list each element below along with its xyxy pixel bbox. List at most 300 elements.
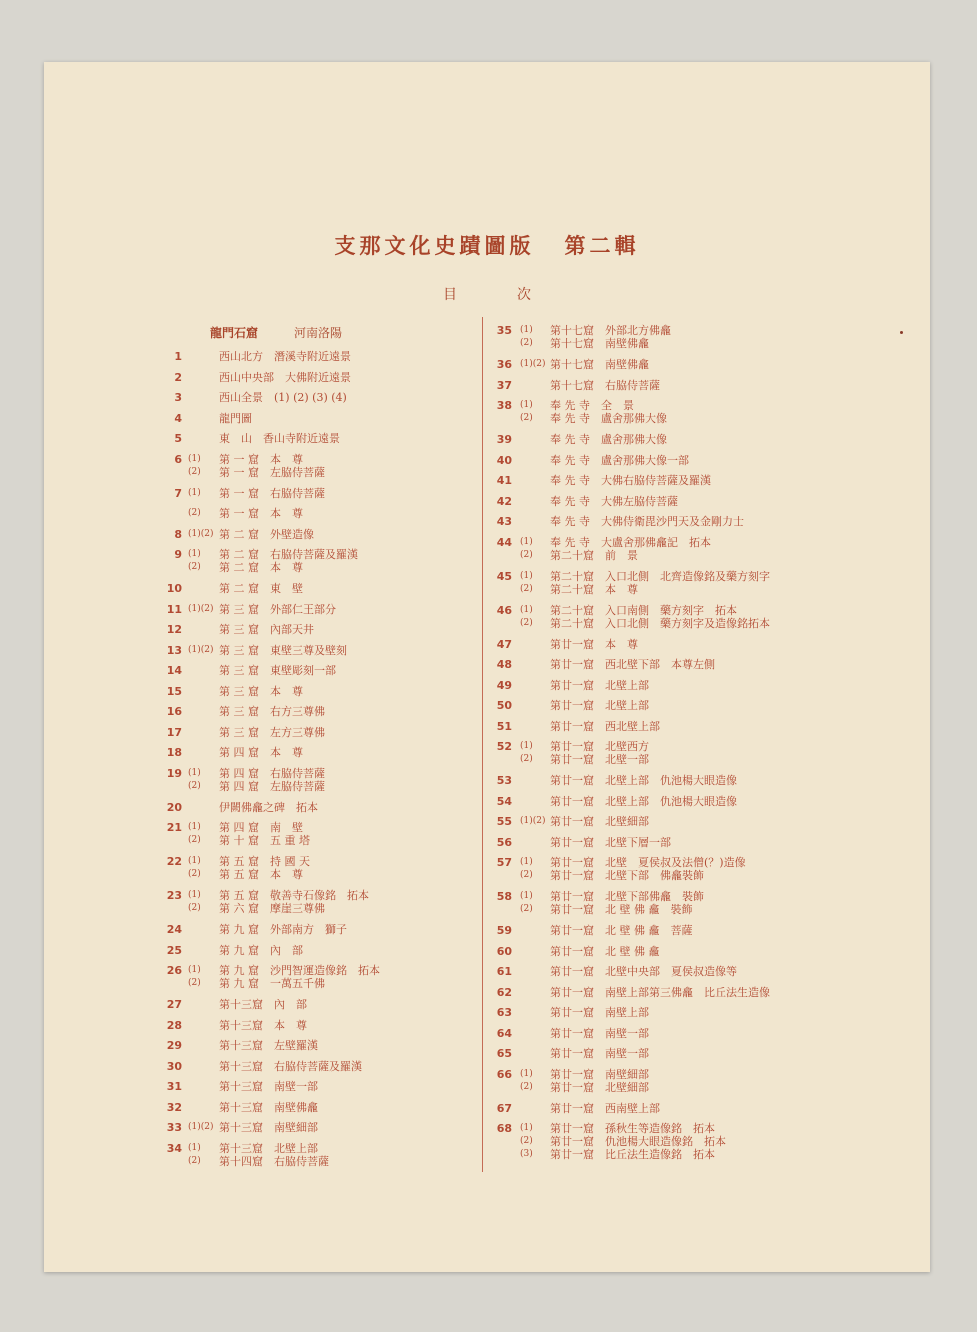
toc-entry xyxy=(492,324,912,350)
entry-text: 奉 先 寺 盧舍那佛大像 xyxy=(550,412,667,425)
entry-number: 20 xyxy=(166,800,182,814)
entry-line xyxy=(492,856,912,869)
entry-text: 第 三 窟 外部仁王部分 xyxy=(219,602,336,616)
entry-line xyxy=(162,821,472,834)
entry-text: 奉 先 寺 大佛右脇侍菩薩及羅漢 xyxy=(550,474,711,487)
entry-number: 16 xyxy=(166,705,182,718)
entry-text: 第十三窟 南壁細部 xyxy=(219,1121,318,1134)
entry-subnumber: (1) xyxy=(520,891,533,901)
entry-number: 46 xyxy=(496,603,512,617)
entry-subnumber: (2) xyxy=(520,617,533,628)
entry-line xyxy=(162,391,472,404)
toc-heading-second: 次 xyxy=(517,287,531,303)
entry-text: 第廿一窟 南壁一部 xyxy=(550,1047,649,1060)
entry-text: 第廿一窟 南壁一部 xyxy=(550,1026,649,1040)
entry-text: 第 二 窟 東 壁 xyxy=(219,582,303,595)
entry-line xyxy=(492,1047,912,1060)
entry-text: 第廿一窟 北壁細部 xyxy=(550,1080,649,1094)
toc-entry xyxy=(162,432,472,445)
entry-line xyxy=(492,869,912,882)
entry-line xyxy=(492,324,912,337)
toc-entry xyxy=(162,998,472,1011)
entry-line xyxy=(162,801,472,814)
entry-line xyxy=(162,623,472,636)
entry-subnumber: (1) xyxy=(520,604,533,615)
entry-line xyxy=(162,977,472,990)
entry-text: 第廿一窟 北壁一部 xyxy=(550,753,649,766)
entry-number: 7 xyxy=(174,486,182,500)
entry-line xyxy=(162,726,472,739)
toc-entry xyxy=(162,944,472,957)
entry-number: 23 xyxy=(166,889,182,902)
entry-line xyxy=(492,515,912,528)
entry-text: 第 三 窟 左方三尊佛 xyxy=(219,725,325,739)
toc-entry xyxy=(492,720,912,733)
entry-number: 35 xyxy=(496,324,512,337)
title-volume: 第二輯 xyxy=(564,233,640,258)
toc-entry xyxy=(492,856,912,882)
entry-subnumber: (1)(2) xyxy=(188,528,214,539)
entry-text: 第廿一窟 比丘法生造像銘 拓本 xyxy=(550,1148,715,1161)
entry-text: 第 四 窟 南 壁 xyxy=(219,821,303,834)
entry-subnumber: (2) xyxy=(520,904,533,914)
entry-number: 12 xyxy=(166,623,182,636)
entry-text: 西山全景 (1) (2) (3) (4) xyxy=(219,391,347,404)
entry-number: 53 xyxy=(496,774,512,787)
toc-entry xyxy=(492,474,912,487)
entry-number: 14 xyxy=(166,664,182,677)
entry-line xyxy=(492,638,912,651)
toc-entry xyxy=(492,1047,912,1060)
entry-text: 第 三 窟 右方三尊佛 xyxy=(219,705,325,718)
entry-text: 伊闕佛龕之碑 拓本 xyxy=(219,800,318,814)
entry-text: 奉 先 寺 全 景 xyxy=(550,399,634,412)
entry-number: 54 xyxy=(496,794,512,808)
entry-text: 東 山 香山寺附近遠景 xyxy=(219,432,340,445)
toc-entry xyxy=(162,1080,472,1093)
toc-entry xyxy=(162,964,472,990)
entry-line xyxy=(162,1019,472,1032)
entry-line xyxy=(492,795,912,808)
entry-text: 第廿一窟 南壁上部 xyxy=(550,1006,649,1019)
entry-number: 18 xyxy=(166,746,182,759)
entry-number: 39 xyxy=(496,433,512,446)
entry-subnumber: (1) xyxy=(520,1123,533,1133)
entry-subnumber: (2) xyxy=(520,549,533,560)
entry-text: 第十三窟 左壁羅漢 xyxy=(219,1039,318,1052)
entry-text: 第 四 窟 本 尊 xyxy=(219,746,303,759)
entry-text: 第十三窟 北壁上部 xyxy=(219,1141,318,1155)
entry-text: 第廿一窟 北壁上部 xyxy=(550,699,649,712)
entry-number: 25 xyxy=(166,943,182,957)
toc-entry xyxy=(162,821,472,847)
entry-line xyxy=(492,454,912,467)
entry-number: 56 xyxy=(496,835,512,849)
entry-subnumber: (2) xyxy=(188,835,201,845)
entry-text: 第廿一窟 北壁 夏侯叔及法僧(？)造像 xyxy=(550,856,746,869)
entry-number: 33 xyxy=(166,1121,182,1134)
entry-line xyxy=(492,337,912,350)
entry-subnumber: (1)(2) xyxy=(188,644,214,655)
entry-line xyxy=(492,740,912,753)
entry-text: 第十七窟 南壁佛龕 xyxy=(550,358,649,371)
entry-subnumber: (2) xyxy=(188,1155,201,1166)
entry-subnumber: (1) xyxy=(520,741,533,751)
entry-number: 65 xyxy=(496,1047,512,1060)
entry-text: 第廿一窟 北 壁 佛 龕 裝飾 xyxy=(550,903,693,916)
entry-line xyxy=(492,433,912,446)
entry-line xyxy=(492,412,912,425)
entry-line xyxy=(162,528,472,541)
entry-text: 西山北方 潛溪寺附近遠景 xyxy=(219,350,351,363)
entry-number: 6 xyxy=(174,452,182,466)
entry-number: 59 xyxy=(496,924,512,937)
toc-entry xyxy=(162,548,472,574)
entry-subnumber: (1) xyxy=(188,487,201,498)
entry-line xyxy=(162,548,472,561)
toc-entry xyxy=(492,536,912,562)
toc-entry xyxy=(162,603,472,616)
entry-subnumber: (1) xyxy=(520,536,533,547)
toc-entry xyxy=(162,528,472,541)
entry-line xyxy=(162,466,472,479)
entry-text: 第十三窟 南壁佛龕 xyxy=(219,1100,318,1114)
entry-number: 67 xyxy=(496,1101,512,1115)
entry-text: 第 一 窟 左脇侍菩薩 xyxy=(219,465,325,479)
entry-number: 61 xyxy=(496,965,512,978)
entry-number: 57 xyxy=(496,856,512,869)
entry-text: 第廿一窟 西南壁上部 xyxy=(550,1101,660,1115)
entry-text: 第 二 窟 外壁造像 xyxy=(219,527,314,541)
entry-text: 第廿一窟 西北壁下部 本尊左側 xyxy=(550,658,715,671)
entry-number: 13 xyxy=(166,643,182,657)
entry-number: 62 xyxy=(496,985,512,999)
entry-text: 第廿一窟 南壁細部 xyxy=(550,1067,649,1081)
entry-line xyxy=(492,753,912,766)
toc-entry xyxy=(492,570,912,596)
entry-line xyxy=(492,1102,912,1115)
toc-heading xyxy=(44,284,930,304)
entry-number: 29 xyxy=(166,1039,182,1052)
entry-number: 58 xyxy=(496,890,512,903)
toc-entry xyxy=(492,515,912,528)
entry-number: 50 xyxy=(496,699,512,712)
entry-text: 第廿一窟 北壁上部 xyxy=(550,678,649,692)
entry-line xyxy=(162,664,472,677)
entry-text: 第 三 窟 東壁三尊及壁刻 xyxy=(219,643,347,657)
entry-text: 第二十窟 前 景 xyxy=(550,548,638,562)
entry-number: 22 xyxy=(166,855,182,868)
entry-text: 第 一 窟 右脇侍菩薩 xyxy=(219,486,325,500)
entry-line xyxy=(162,487,472,500)
entry-subnumber: (2) xyxy=(520,338,533,348)
entry-text: 第二十窟 入口北側 北齊造像銘及藥方刻字 xyxy=(550,569,770,583)
toc-entry xyxy=(492,1068,912,1094)
entry-text: 第廿一窟 北壁下層一部 xyxy=(550,835,671,849)
column-divider xyxy=(482,317,483,1172)
entry-subnumber: (1) xyxy=(520,857,533,867)
toc-entry xyxy=(492,1102,912,1115)
entry-number: 17 xyxy=(166,725,182,739)
entry-subnumber: (1) xyxy=(188,856,201,866)
entry-number: 45 xyxy=(496,569,512,583)
entry-number: 4 xyxy=(174,411,182,425)
toc-entry xyxy=(162,350,472,363)
entry-text: 奉 先 寺 大佛左脇侍菩薩 xyxy=(550,494,678,508)
entry-line xyxy=(492,536,912,549)
entry-subnumber: (2) xyxy=(188,780,201,791)
entry-number: 55 xyxy=(496,815,512,828)
entry-text: 第十七窟 南壁佛龕 xyxy=(550,337,649,350)
entry-number: 28 xyxy=(166,1018,182,1032)
entry-subnumber: (2) xyxy=(188,508,201,518)
entry-line xyxy=(162,453,472,466)
entry-number: 26 xyxy=(166,964,182,977)
entry-text: 奉 先 寺 大盧舍那佛龕記 拓本 xyxy=(550,535,711,549)
entry-line xyxy=(492,604,912,617)
entry-number: 21 xyxy=(166,821,182,834)
entry-line xyxy=(492,720,912,733)
entry-subnumber: (2) xyxy=(520,1136,533,1146)
entry-number: 63 xyxy=(496,1006,512,1019)
toc-entry xyxy=(162,371,472,384)
entry-number: 43 xyxy=(496,515,512,528)
entry-text: 第廿一窟 西北壁上部 xyxy=(550,719,660,733)
toc-entry xyxy=(162,801,472,814)
entry-line xyxy=(492,774,912,787)
entry-line xyxy=(162,902,472,915)
entry-line xyxy=(162,1060,472,1073)
entry-text: 第 一 窟 本 尊 xyxy=(219,452,303,466)
entry-line xyxy=(162,1155,472,1168)
entry-subnumber: (1) xyxy=(188,549,201,559)
entry-line xyxy=(162,1101,472,1114)
entry-subnumber: (1) xyxy=(520,570,533,581)
entry-line xyxy=(492,1027,912,1040)
entry-text: 第二十窟 入口南側 藥方刻字 拓本 xyxy=(550,603,737,617)
entry-text: 第廿一窟 北壁中央部 夏侯叔造像等 xyxy=(550,965,737,978)
entry-number: 15 xyxy=(166,684,182,698)
entry-subnumber: (2) xyxy=(188,869,201,879)
entry-line xyxy=(162,412,472,425)
entry-line xyxy=(162,1080,472,1093)
entry-number: 9 xyxy=(174,548,182,561)
toc-entry xyxy=(162,487,472,500)
entry-line xyxy=(492,570,912,583)
entry-number: 19 xyxy=(166,766,182,780)
entry-number: 40 xyxy=(496,453,512,467)
toc-entry xyxy=(162,1101,472,1114)
entry-number: 66 xyxy=(496,1067,512,1081)
section-place: 河南洛陽 xyxy=(294,326,343,340)
entry-line xyxy=(162,561,472,574)
entry-number: 42 xyxy=(496,494,512,508)
toc-entry xyxy=(492,433,912,446)
entry-subnumber: (1) xyxy=(188,1142,201,1153)
entry-line xyxy=(492,903,912,916)
entry-line xyxy=(492,399,912,412)
toc-entry xyxy=(162,507,472,520)
entry-number: 52 xyxy=(496,740,512,753)
entry-number: 41 xyxy=(496,474,512,487)
entry-line xyxy=(162,371,472,384)
entry-subnumber: (2) xyxy=(188,903,201,913)
entry-subnumber: (1)(2) xyxy=(520,359,546,369)
toc-entry xyxy=(162,582,472,595)
entry-text: 第廿一窟 仇池楊大眼造像銘 拓本 xyxy=(550,1135,726,1148)
title-main: 支那文化史蹟圖版 xyxy=(334,233,535,258)
entry-subnumber: (2) xyxy=(520,583,533,594)
entry-line xyxy=(492,379,912,392)
toc-entry xyxy=(492,399,912,425)
toc-entry xyxy=(492,795,912,808)
document-title xyxy=(44,230,930,260)
toc-entry xyxy=(162,623,472,636)
entry-line xyxy=(492,965,912,978)
toc-entry xyxy=(162,412,472,425)
entry-text: 第廿一窟 北壁上部 仇池楊大眼造像 xyxy=(550,794,737,808)
entry-number: 47 xyxy=(496,637,512,651)
entry-number: 68 xyxy=(496,1122,512,1135)
entry-text: 奉 先 寺 盧舍那佛大像 xyxy=(550,433,667,446)
toc-entry xyxy=(162,453,472,479)
entry-number: 31 xyxy=(166,1080,182,1093)
entry-text: 第 九 窟 一萬五千佛 xyxy=(219,977,325,990)
toc-entry xyxy=(492,1122,912,1161)
entry-line xyxy=(162,964,472,977)
entry-text: 第廿一窟 北壁下部 佛龕裝飾 xyxy=(550,869,704,882)
toc-entry xyxy=(492,358,912,371)
entry-line xyxy=(162,767,472,780)
entry-number: 36 xyxy=(496,358,512,371)
entry-number: 60 xyxy=(496,944,512,958)
entry-line xyxy=(492,679,912,692)
entry-line xyxy=(492,890,912,903)
entry-subnumber: (1) xyxy=(188,890,201,900)
entry-text: 第 三 窟 東壁彫刻一部 xyxy=(219,664,336,677)
entry-line xyxy=(162,746,472,759)
toc-entry xyxy=(492,658,912,671)
entry-number: 32 xyxy=(166,1100,182,1114)
entry-subnumber: (1) xyxy=(188,767,201,778)
entry-line xyxy=(492,474,912,487)
entry-line xyxy=(162,603,472,616)
entry-line xyxy=(162,889,472,902)
entry-subnumber: (2) xyxy=(520,1081,533,1092)
entry-number: 34 xyxy=(166,1141,182,1155)
toc-entry xyxy=(492,965,912,978)
entry-text: 第 四 窟 右脇侍菩薩 xyxy=(219,766,325,780)
entry-text: 第廿一窟 本 尊 xyxy=(550,637,638,651)
toc-entry xyxy=(162,923,472,936)
entry-text: 第十三窟 南壁一部 xyxy=(219,1080,318,1093)
entry-text: 第 六 窟 摩崖三尊佛 xyxy=(219,902,325,915)
entry-number: 3 xyxy=(174,391,182,404)
entry-text: 第廿一窟 北壁下部佛龕 裝飾 xyxy=(550,890,704,903)
entry-text: 第二十窟 本 尊 xyxy=(550,582,638,596)
entry-line xyxy=(492,495,912,508)
entry-number: 30 xyxy=(166,1059,182,1073)
toc-entry xyxy=(492,495,912,508)
entry-text: 第廿一窟 北 壁 佛 龕 xyxy=(550,944,660,958)
entry-number: 1 xyxy=(174,350,182,363)
entry-subnumber: (1)(2) xyxy=(188,1122,214,1132)
entry-text: 第 二 窟 本 尊 xyxy=(219,561,303,574)
entry-line xyxy=(162,1142,472,1155)
entry-text: 第十四窟 右脇侍菩薩 xyxy=(219,1154,329,1168)
toc-entry xyxy=(162,1142,472,1168)
entry-text: 第廿一窟 北壁上部 仇池楊大眼造像 xyxy=(550,774,737,787)
entry-number: 48 xyxy=(496,658,512,671)
entry-line xyxy=(162,685,472,698)
entry-text: 第廿一窟 北壁西方 xyxy=(550,740,649,753)
toc-entry xyxy=(492,774,912,787)
toc-entry xyxy=(162,1121,472,1134)
toc-entry xyxy=(492,454,912,467)
entry-subnumber: (2) xyxy=(188,466,201,477)
entry-line xyxy=(162,705,472,718)
toc-entry xyxy=(162,726,472,739)
entry-text: 第廿一窟 北壁細部 xyxy=(550,815,649,828)
section-name: 龍門石窟 xyxy=(210,326,259,340)
entry-text: 奉 先 寺 大佛侍衛毘沙門天及金剛力士 xyxy=(550,515,744,528)
entry-number: 51 xyxy=(496,719,512,733)
entry-subnumber: (1)(2) xyxy=(520,816,546,826)
entry-line xyxy=(162,582,472,595)
toc-entry xyxy=(492,379,912,392)
entry-number: 44 xyxy=(496,535,512,549)
toc-column-right xyxy=(492,324,912,1169)
entry-line xyxy=(162,350,472,363)
entry-line xyxy=(162,855,472,868)
entry-text: 第二十窟 入口北側 藥方刻字及造像銘拓本 xyxy=(550,616,770,630)
toc-entry xyxy=(492,1006,912,1019)
entry-line xyxy=(492,1148,912,1161)
entry-line xyxy=(492,1068,912,1081)
entry-subnumber: (2) xyxy=(520,754,533,764)
entry-text: 第 九 窟 內 部 xyxy=(219,943,303,957)
toc-entry xyxy=(162,746,472,759)
toc-entry xyxy=(162,767,472,793)
entry-text: 第 三 窟 內部天井 xyxy=(219,623,314,636)
toc-entry xyxy=(492,679,912,692)
entry-line xyxy=(492,699,912,712)
entry-subnumber: (2) xyxy=(188,978,201,988)
entry-number: 11 xyxy=(166,602,182,616)
entry-number: 27 xyxy=(166,998,182,1011)
entry-text: 第廿一窟 北 壁 佛 龕 菩薩 xyxy=(550,924,693,937)
toc-entry xyxy=(162,705,472,718)
toc-entry xyxy=(162,1019,472,1032)
toc-entry xyxy=(492,699,912,712)
entry-text: 第 二 窟 右脇侍菩薩及羅漢 xyxy=(219,548,358,561)
entry-text: 第十七窟 外部北方佛龕 xyxy=(550,324,671,337)
entry-line xyxy=(492,924,912,937)
entry-line xyxy=(492,815,912,828)
entry-subnumber: (1) xyxy=(188,965,201,975)
document-page xyxy=(44,62,930,1272)
toc-entry xyxy=(492,604,912,630)
entry-number: 64 xyxy=(496,1026,512,1040)
toc-entry xyxy=(492,986,912,999)
entry-line xyxy=(492,583,912,596)
entry-subnumber: (1) xyxy=(520,400,533,410)
toc-entry xyxy=(492,1027,912,1040)
entry-subnumber: (1) xyxy=(188,822,201,832)
entry-number: 37 xyxy=(496,378,512,392)
entry-text: 西山中央部 大佛附近遠景 xyxy=(219,370,351,384)
entry-line xyxy=(162,432,472,445)
